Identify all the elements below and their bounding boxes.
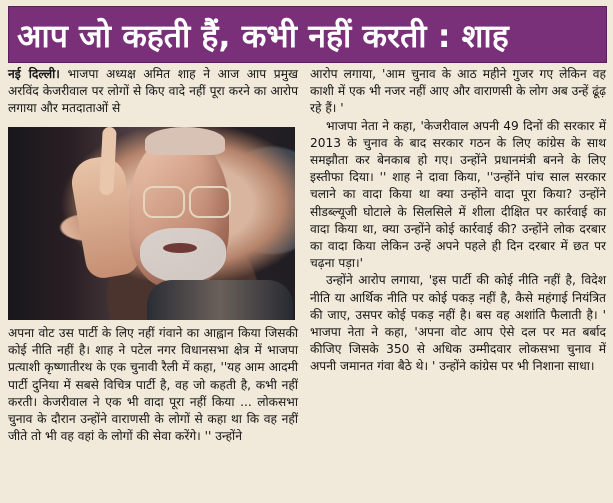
dateline: नई दिल्ली। (8, 67, 60, 81)
left-bottom-paragraph: अपना वोट उस पार्टी के लिए नहीं गंवाने का आह्वान किया जिसकी कोई नीति नहीं है। शाह ने पटेल नगर विधानसभा क्षेत्र में भाजपा प्रत्याशी कृष्णातीरथ के एक चुनावी रैली में कहा, ''यह आम आदमी पार्टी दुनिया में सबसे विचित्र पार्टी है, वह जो कहती है, कभी नहीं करती। केजरीवाल ने एक भी वादा पूरा नहीं किया ... लोकसभा चुनाव के दौरान उन्होंने वाराणसी के लोगों से कहा था कि वह नहीं जीते तो भी वह वहां के लोगों की सेवा करेंगे। '' उन्होंने (8, 326, 298, 444)
headline-title: आप जो कहती हैं, कभी नहीं करती : शाह (17, 17, 509, 55)
article-left-continuation (8, 325, 298, 497)
hair-image-part (145, 127, 225, 155)
article-right-column (310, 66, 606, 496)
glasses-left-image-part (143, 186, 185, 218)
intro-paragraph (8, 66, 298, 118)
mouth-image-part (163, 243, 197, 253)
clothing-image-part (147, 280, 293, 320)
article-intro (8, 66, 298, 122)
right-paragraph-1: आरोप लगाया, 'आम चुनाव के आठ महीने गुजर गए लेकिन वह काशी में एक भी नजर नहीं आए और वाराणसी के लोग अब उन्हें ढूंढ़ रहे हैं। ' (310, 67, 606, 116)
person-photo (8, 127, 295, 320)
glasses-right-image-part (189, 186, 231, 218)
headline-banner (8, 6, 607, 63)
right-paragraph-2: भाजपा नेता ने कहा, 'केजरीवाल अपनी 49 दिनों की सरकार में 2013 के चुनाव के बाद सरकार गठन के लिए कांग्रेस के साथ समझौता कर बेनकाब हो गए। उन्होंने प्रधानमंत्री बनने के लिए इस्तीफा दिया। '' शाह ने दावा किया, ''उन्होंने पांच साल सरकार चलाने का वादा किया था क्या उन्होंने वादा पूरा किया? उन्होंने सीडब्ल्यूजी घोटाले के सिलसिले में शीला दीक्षित पर कार्रवाई का वादा किया था, क्या उन्होंने कोई कार्रवाई की? उन्होंने लोक दरबार का वादा किया लेकिन उन्हें अपने पहले ही दिन दरबार में छत पर चढ़ना पड़ा।' (310, 118, 606, 271)
intro-text: भाजपा अध्यक्ष अमित शाह ने आज आप प्रमुख अरविंद केजरीवाल पर लोगों से किए वादे नहीं पूरा करने का आरोप लगाया और मतदाताओं से (8, 67, 299, 116)
right-paragraph-3: उन्होंने आरोप लगाया, 'इस पार्टी की कोई नीति नहीं है, विदेश नीति या आर्थिक नीति पर कोई पकड़ नहीं है, कैसे महंगाई नियंत्रित की जाए, उसपर कोई पकड़ नहीं है। बस वह अशांति फैलाती है। ' भाजपा नेता ने कहा, 'अपना वोट आप ऐसे दल पर मत बर्बाद कीजिए जिसके 350 से अधिक उम्मीदवार लोकसभा चुनाव में अपनी जमानत गंवा बैठे थे। ' उन्होंने कांग्रेस पर भी निशाना साधा। (310, 273, 606, 374)
beard-image-part (140, 228, 226, 283)
